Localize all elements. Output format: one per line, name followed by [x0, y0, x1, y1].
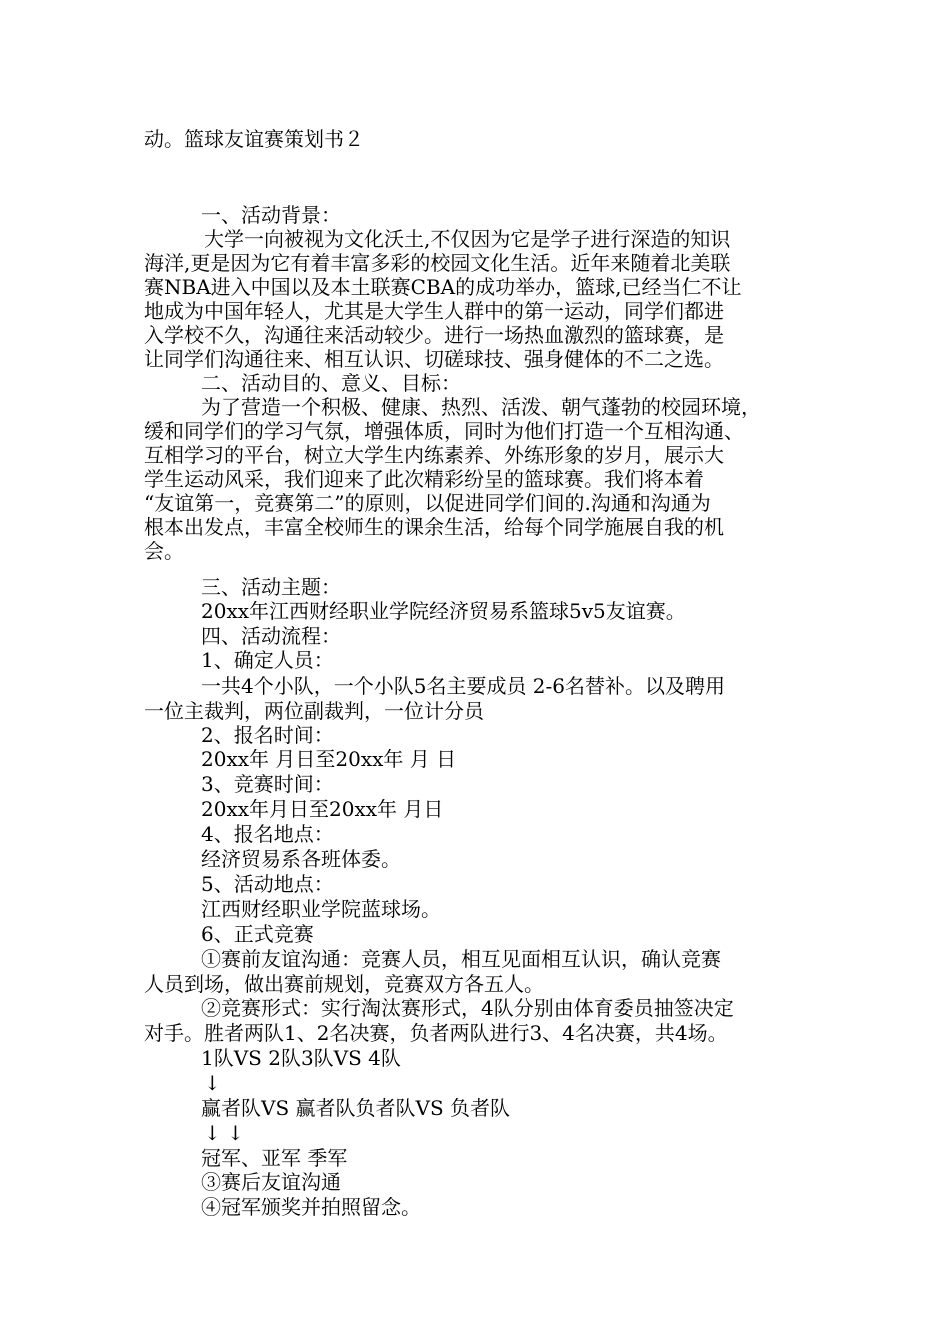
signup-time-title: 2、报名时间：	[201, 723, 334, 747]
background-line-5: 入学校不久，沟通往来活动较少。进行一场热血激烈的篮球赛，是	[144, 323, 724, 347]
bracket-round-1: 1队VS 2队3队VS 4队	[201, 1046, 401, 1070]
match-time-text: 20xx年月日至20xx年 月日	[201, 797, 444, 821]
step2-line-2: 对手。胜者两队1、2名决赛，负者两队进行3、4名决赛，共4场。	[144, 1021, 728, 1045]
personnel-line-2: 一位主裁判，两位副裁判，一位计分员	[144, 699, 484, 723]
formal-title: 6、正式竞赛	[201, 922, 314, 946]
step3-text: ③赛后友谊沟通	[201, 1170, 341, 1194]
venue-text: 江西财经职业学院蓝球场。	[201, 897, 441, 921]
purpose-line-7: 会。	[144, 539, 184, 563]
purpose-line-1: 为了营造一个积极、健康、热烈、活泼、朝气蓬勃的校园环境，	[201, 395, 761, 419]
background-line-6: 让同学们沟通往来、相互认识、切磋球技、强身健体的不二之选。	[144, 347, 724, 371]
bracket-round-2: 赢者队VS 赢者队负者队VS 负者队	[201, 1096, 511, 1120]
background-title: 一、活动背景：	[201, 203, 341, 227]
process-title: 四、活动流程：	[201, 624, 341, 648]
theme-text: 20xx年江西财经职业学院经济贸易系篮球5v5友谊赛。	[201, 599, 686, 623]
step1-line-1: ①赛前友谊沟通：竞赛人员，相互见面相互认识，确认竞赛	[201, 947, 721, 971]
background-line-2: 海洋,更是因为它有着丰富多彩的校园文化生活。近年来随着北美联	[144, 251, 731, 275]
purpose-title: 二、活动目的、意义、目标：	[201, 371, 461, 395]
bracket-result: 冠军、亚军 季军	[201, 1146, 348, 1170]
signup-place-text: 经济贸易系各班体委。	[201, 847, 401, 871]
background-line-1: 大学一向被视为文化沃土,不仅因为它是学子进行深造的知识	[204, 227, 731, 251]
down-arrows-icon: ↓ ↓	[204, 1121, 244, 1145]
down-arrow-icon: ↓	[204, 1071, 221, 1095]
purpose-line-6: 根本出发点，丰富全校师生的课余生活，给每个同学施展自我的机	[144, 515, 724, 539]
step4-text: ④冠军颁奖并拍照留念。	[201, 1195, 421, 1219]
purpose-line-5: “友谊第一，竞赛第二”的原则，以促进同学们间的.沟通和沟通为	[144, 491, 711, 515]
step1-line-2: 人员到场，做出赛前规划，竞赛双方各五人。	[144, 972, 544, 996]
step2-line-1: ②竞赛形式：实行淘汰赛形式，4队分别由体育委员抽签决定	[201, 996, 734, 1020]
background-line-3: 赛NBA进入中国以及本土联赛CBA的成功举办，篮球,已经当仁不让	[144, 275, 742, 299]
heading-line: 动。篮球友谊赛策划书２	[144, 127, 364, 151]
purpose-line-2: 缓和同学们的学习气氛，增强体质，同时为他们打造一个互相沟通、	[144, 419, 744, 443]
background-line-4: 地成为中国年轻人，尤其是大学生人群中的第一运动，同学们都进	[144, 299, 724, 323]
signup-place-title: 4、报名地点：	[201, 822, 334, 846]
venue-title: 5、活动地点：	[201, 872, 334, 896]
personnel-line-1: 一共4个小队，一个小队5名主要成员 2-6名替补。以及聘用	[201, 674, 726, 698]
signup-time-text: 20xx年 月日至20xx年 月 日	[201, 747, 457, 771]
personnel-title: 1、确定人员：	[201, 648, 334, 672]
match-time-title: 3、竞赛时间：	[201, 772, 334, 796]
purpose-line-4: 学生运动风采，我们迎来了此次精彩纷呈的篮球赛。我们将本着	[144, 467, 704, 491]
purpose-line-3: 互相学习的平台，树立大学生内练素养、外练形象的岁月，展示大	[144, 443, 724, 467]
theme-title: 三、活动主题：	[201, 575, 341, 599]
